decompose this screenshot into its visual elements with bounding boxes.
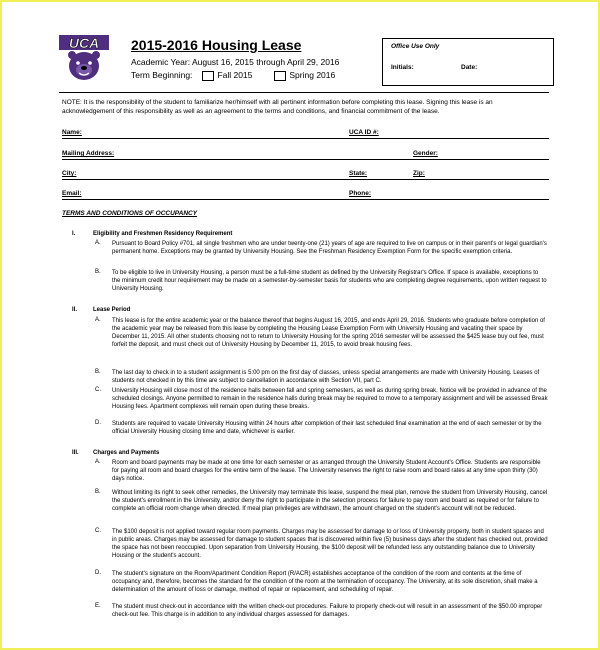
item-text: The student must check-out in accordance with the written check-out procedures. Failure to properly check-out will result in an assessment of the $50.00 improper check-out fee. This charge is in addition to any individual charges assessed for damages. <box>112 604 543 618</box>
item-text: Students are required to vacate University Housing within 24 hours after completion of their last scheduled final examination at the end of each semester or by the official University Housing closing time and date, whichever is earlier. <box>112 421 542 435</box>
section-number: III. <box>72 450 79 456</box>
fall-label: Fall 2015 <box>217 70 253 80</box>
office-use-title: Office Use Only <box>391 43 440 50</box>
uca-id-label: UCA ID #: <box>349 129 379 136</box>
item-text: Pursuant to Board Policy #701, all single freshmen who are under twenty-one (21) years of age are required to live on campus or in their parent's or legal guardian's permanent home. Exceptions may be granted by University Housing. See the Freshman Residency Exemption Form for the specific exemption criteria. <box>112 241 547 255</box>
note-paragraph: NOTE: It is the responsibility of the student to familiarize her/himself with all pertinent information before completing this lease. Signing this lease is an acknowledgement of this responsibility as well as an agreement to the terms and conditions, and financial commitment of the lease. <box>62 99 493 115</box>
item-text: Room and board payments may be made at one time for each semester or as arranged through the University Student Account's Office. Students are responsible for paying all room and board charges for the entire term of the lease. The University reserves the right to raise room and board rates at any time upon thirty (30) days notice. <box>112 460 541 482</box>
phone-label: Phone: <box>349 190 372 197</box>
header-divider <box>59 92 549 93</box>
item-text: Without limiting its right to seek other remedies, the University may terminate this lease, suspend the meal plan, remove the student from University Housing, cancel the student's enrollment in the University, and/or deny the right to participate in the selection process for failure to pay room and board as required or for failure to complete an official room change when directed. If meal plan privileges are withdrawn, the amount charged on the student's account will not be reduced. <box>112 490 548 512</box>
name-label: Name: <box>62 129 82 136</box>
item-letter: E. <box>95 603 101 609</box>
section-title: Charges and Payments <box>93 450 160 456</box>
term-label: Term Beginning: <box>131 70 193 80</box>
spring-label: Spring 2016 <box>289 70 336 80</box>
item-letter: D. <box>95 420 101 426</box>
zip-label: Zip: <box>413 170 425 177</box>
name-line[interactable] <box>62 138 549 139</box>
uca-bear-logo <box>59 32 109 82</box>
term-row <box>131 70 335 81</box>
item-letter: C. <box>95 528 101 534</box>
item-text: University Housing will close most of the residence halls between fall and spring semesters, as well as during spring break. Notice will be provided in advance of the scheduled closings. Anyone permitted to remain in the residence halls during break may be required to move to a temporary assignment and will be assessed Break Housing fees. Apartment complexes will remain open during these breaks. <box>112 388 548 410</box>
academic-year: Academic Year: August 16, 2015 through April 29, 2016 <box>131 57 340 67</box>
section-number: I. <box>72 231 76 237</box>
terms-heading: TERMS AND CONDITIONS OF OCCUPANCY <box>62 210 198 217</box>
item-letter: B. <box>95 269 101 275</box>
item-letter: C. <box>95 387 101 393</box>
item-letter: A. <box>95 240 101 246</box>
item-letter: A. <box>95 317 101 323</box>
section-title: Lease Period <box>93 307 131 313</box>
svg-text:UCA: UCA <box>68 35 100 51</box>
spring-checkbox[interactable] <box>274 71 286 81</box>
gender-label: Gender: <box>413 150 438 157</box>
item-text: This lease is for the entire academic year or the balance thereof that begins August 16, 2015, and ends April 29, 2016. Students who graduate before completion of the academic year may be released from this lease by completing the Housing Lease Exemption Form with University Housing and vacating their space by December 11, 2015. All other students choosing not to return to University Housing for the spring 2016 semester will be assessed the $425 lease buy out fee, must forfeit the deposit, and must check out of University Housing by December 11, 2015, to avoid break housing fees. <box>112 318 545 348</box>
document-title: 2015-2016 Housing Lease <box>131 37 302 53</box>
item-text: To be eligible to live in University Housing, a person must be a full-time student as defined by the University Registrar's Office. If space is available, exceptions to the minimum credit hour requirement may be made on a semester-by-semester basis for students who are completing degree requirements, upon written request to University Housing. <box>112 270 547 292</box>
office-use-box <box>382 38 554 86</box>
email-line[interactable] <box>62 199 549 200</box>
email-label: Email: <box>62 190 82 197</box>
item-text: The last day to check in to a student assignment is 5:00 pm on the first day of classes, unless special arrangements are made with University Housing. Leases of students not checked in by this time are subject to cancellation in accordance with Section VII, part C. <box>112 370 540 384</box>
address-line[interactable] <box>62 159 549 160</box>
item-text: The $100 deposit is not applied toward regular room payments. Charges may be assessed for damage to or loss of University property, both in student spaces and in public areas. Charges may be assessed for damage to student spaces that is discovered within five (5) business days after the student has checked out, provided the space has not been reoccupied. Upon separation from University Housing, the $100 deposit will be refunded less any outstanding balance due to University Housing or the student's account. <box>112 529 548 559</box>
section-number: II. <box>72 307 78 313</box>
fall-checkbox[interactable] <box>202 71 214 81</box>
section-title: Eligibility and Freshmen Residency Requirement <box>93 231 233 237</box>
item-letter: B. <box>95 369 101 375</box>
state-label: State: <box>349 170 368 177</box>
item-letter: A. <box>95 459 101 465</box>
item-text: The student's signature on the Room/Apartment Condition Report (R/ACR) establishes acceptance of the condition of the room and contents at the time of occupancy and, therefore, becomes the standard for the condition of the room at the termination of occupancy. The University, at its sole discretion, shall make a determination of the amount of loss or damage, method of repair or replacement, and scheduling of repair. <box>112 571 538 593</box>
date-label: Date: <box>461 64 478 71</box>
initials-label: Initials: <box>391 64 414 71</box>
city-line[interactable] <box>62 179 549 180</box>
item-letter: D. <box>95 570 101 576</box>
mailing-address-label: Mailing Address: <box>62 150 115 157</box>
item-letter: B. <box>95 489 101 495</box>
city-label: City: <box>62 170 77 177</box>
